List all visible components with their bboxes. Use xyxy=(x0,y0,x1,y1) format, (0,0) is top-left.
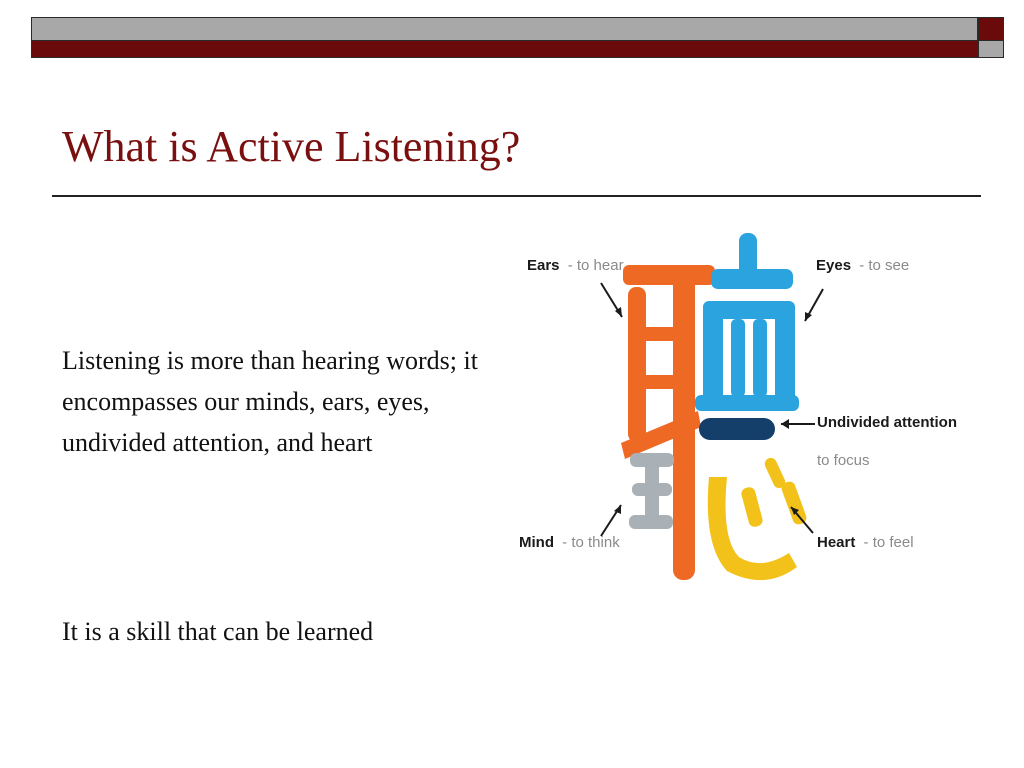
attention-stroke-icon xyxy=(699,418,775,440)
label-ears: Ears - to hear xyxy=(527,257,624,274)
header-bar-grey xyxy=(31,17,978,41)
label-heart: Heart - to feel xyxy=(817,534,914,551)
header-corner-red xyxy=(978,17,1004,41)
chinese-character-ting-listen-icon xyxy=(513,215,957,615)
body-paragraph-listening: Listening is more than hearing words; it encompasses our minds, ears, eyes, undivided attention, and heart xyxy=(62,346,478,457)
header-corner-grey xyxy=(978,41,1004,58)
header-bar-red xyxy=(31,41,978,58)
label-eyes: Eyes - to see xyxy=(816,257,910,274)
label-mind: Mind - to think xyxy=(519,534,620,551)
mind-radical-icon xyxy=(629,453,674,529)
slide-title: What is Active Listening? xyxy=(62,122,521,171)
body-paragraph-skill: It is a skill that can be learned xyxy=(62,617,374,646)
title-divider xyxy=(52,195,981,197)
label-to-focus: to focus xyxy=(817,452,870,469)
label-undivided-attention: Undivided attention xyxy=(817,414,957,431)
listening-character-illustration xyxy=(513,215,957,615)
